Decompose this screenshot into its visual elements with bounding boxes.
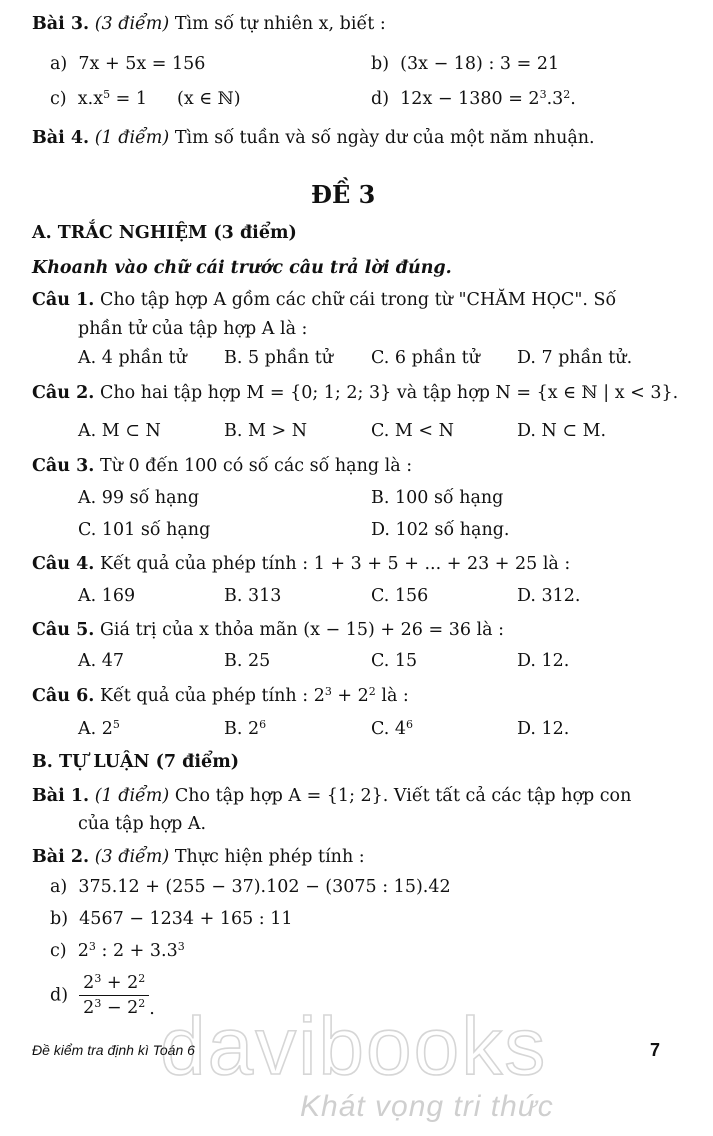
cau2-option-c: C. M < N (371, 421, 454, 441)
cau3-option-a: A. 99 số hạng (78, 488, 200, 508)
cau4-line (32, 553, 570, 575)
bai2-prompt: Thực hiện phép tính : (174, 847, 365, 867)
cau2-label: Câu 2. (32, 383, 95, 403)
cau1-label: Câu 1. (32, 290, 95, 310)
bai2-d-fraction (79, 972, 149, 1019)
bai3-d-label: d) (371, 89, 390, 109)
bai3-d-mid: .3 (546, 89, 564, 109)
watermark-slogan: Khát vọng tri thức (300, 1090, 554, 1123)
cau6-c-base: C. 4 (371, 719, 407, 739)
cau6-a-base: A. 2 (78, 719, 113, 739)
bai2-c-p1: 2 (77, 941, 89, 961)
cau6-option-b (224, 718, 266, 740)
bai3-c-label: c) (50, 89, 67, 109)
bai4-text: Tìm số tuần và số ngày dư của một năm nhuận. (174, 128, 595, 148)
cau6-a-exp: 5 (112, 718, 120, 731)
page-number: 7 (650, 1040, 661, 1060)
bai2-c-p2: : 2 + 3.3 (95, 941, 178, 961)
cau6-b-base: B. 2 (224, 719, 260, 739)
cau1-option-b: B. 5 phần tử (224, 348, 334, 368)
cau2-option-b: B. M > N (224, 421, 308, 441)
bai3-d-end: . (570, 89, 576, 109)
bai3-c-cond-text: (x ∈ ℕ) (177, 89, 241, 109)
cau4-label: Câu 4. (32, 554, 95, 574)
cau1-option-d: D. 7 phần tử. (517, 348, 633, 368)
cau3-option-b: B. 100 số hạng (371, 488, 504, 508)
section-a-instruction: Khoanh vào chữ cái trước câu trả lời đúng. (32, 258, 452, 278)
bai2-b-label: b) (50, 909, 69, 929)
cau5-option-c: C. 15 (371, 651, 418, 671)
cau1-line2: phần tử của tập hợp A là : (78, 319, 308, 339)
bai3-c (50, 88, 147, 110)
section-b-title: B. TỰ LUẬN (7 điểm) (32, 752, 239, 772)
bai3-a-label: a) (50, 54, 68, 74)
bai2-a-label: a) (50, 877, 68, 897)
bai2-d-label: d) (50, 985, 69, 1006)
cau5-option-a: A. 47 (78, 651, 125, 671)
cau2-option-a: A. M ⊂ N (78, 421, 161, 441)
cau6-c-exp: 6 (406, 718, 414, 731)
bai2-d-den-op: − 2 (101, 998, 139, 1018)
bai3-b-text: (3x − 18) : 3 = 21 (400, 54, 560, 74)
bai2-d-num-be: 2 (138, 972, 146, 985)
cau5-option-d: D. 12. (517, 651, 570, 671)
cau5-label: Câu 5. (32, 620, 95, 640)
cau2-option-d: D. N ⊂ M. (517, 421, 607, 441)
bai2-d-den-be: 2 (138, 997, 146, 1010)
bai1-line1 (32, 785, 631, 807)
cau1-line1 (32, 289, 616, 311)
bai2-points: (3 điểm) (94, 847, 170, 867)
bai3-d (371, 88, 576, 110)
cau6-option-a (78, 718, 120, 740)
cau6-text-pre: Kết quả của phép tính : 2 (99, 686, 325, 706)
bai3-prompt: Tìm số tự nhiên x, biết : (174, 14, 386, 34)
cau3-text: Từ 0 đến 100 có số các số hạng là : (99, 456, 413, 476)
watermark-brand: davibooks (160, 1001, 548, 1092)
page-title: ĐỀ 3 (311, 180, 376, 209)
bai2-heading (32, 846, 365, 868)
cau5-option-b: B. 25 (224, 651, 271, 671)
cau6-text-post: là : (375, 686, 409, 706)
bai3-d-exp2: 2 (563, 88, 571, 101)
cau2-text: Cho hai tập hợp M = {0; 1; 2; 3} và tập hợp N = {x ∈ ℕ | x < 3}. (99, 383, 679, 403)
bai2-d-num-op: + 2 (101, 973, 139, 993)
bai2-a (50, 876, 451, 898)
cau1-text1: Cho tập hợp A gồm các chữ cái trong từ "CHĂM HỌC". Số (99, 290, 617, 310)
cau6-line (32, 685, 409, 707)
bai2-d-den-ae: 3 (94, 997, 102, 1010)
cau6-b-exp: 6 (259, 718, 267, 731)
bai2-d-denominator (79, 996, 149, 1019)
cau6-option-d: D. 12. (517, 719, 570, 739)
bai2-d-num-a: 2 (83, 973, 95, 993)
bai3-c-cond (177, 88, 241, 110)
bai1-label: Bài 1. (32, 786, 90, 806)
cau1-option-c: C. 6 phần tử (371, 348, 480, 368)
cau6-exp1: 3 (324, 685, 332, 698)
bai3-c-rest: = 1 (110, 89, 148, 109)
cau6-option-c (371, 718, 413, 740)
bai3-d-exp1: 3 (539, 88, 547, 101)
cau4-option-c: C. 156 (371, 586, 429, 606)
cau4-text: Kết quả của phép tính : 1 + 3 + 5 + ... + 23 + 25 là : (99, 554, 571, 574)
section-a-title: A. TRẮC NGHIỆM (3 điểm) (32, 223, 297, 243)
cau5-text: Giá trị của x thỏa mãn (x − 15) + 26 = 36 là : (99, 620, 505, 640)
bai2-c-e1: 3 (88, 940, 96, 953)
bai2-c (50, 940, 185, 962)
bai4-label: Bài 4. (32, 128, 90, 148)
cau3-label: Câu 3. (32, 456, 95, 476)
bai2-d-num-ae: 3 (94, 972, 102, 985)
bai1-text1: Cho tập hợp A = {1; 2}. Viết tất cả các tập hợp con (174, 786, 632, 806)
cau3-option-d: D. 102 số hạng. (371, 520, 510, 540)
bai4 (32, 127, 595, 149)
bai3-b-label: b) (371, 54, 390, 74)
bai3-c-base: x.x (77, 89, 104, 109)
cau5-line (32, 619, 504, 641)
cau6-exp2: 2 (368, 685, 376, 698)
bai2-b-text: 4567 − 1234 + 165 : 11 (79, 909, 293, 929)
bai2-d-numerator (79, 972, 149, 996)
cau3-line (32, 455, 412, 477)
bai3-a-text: 7x + 5x = 156 (78, 54, 206, 74)
cau6-label: Câu 6. (32, 686, 95, 706)
bai1-points: (1 điểm) (94, 786, 170, 806)
cau4-option-a: A. 169 (78, 586, 136, 606)
bai3-label: Bài 3. (32, 14, 90, 34)
bai2-d (50, 972, 155, 1020)
cau4-option-b: B. 313 (224, 586, 282, 606)
footer-book-title: Đề kiểm tra định kì Toán 6 (32, 1042, 195, 1058)
cau6-text-mid: + 2 (331, 686, 369, 706)
bai2-d-end: . (149, 999, 155, 1019)
cau2-line (32, 382, 678, 404)
bai2-b (50, 908, 293, 930)
bai3-points: (3 điểm) (94, 14, 170, 34)
bai4-points: (1 điểm) (94, 128, 170, 148)
bai2-d-den-a: 2 (83, 998, 95, 1018)
bai2-a-text: 375.12 + (255 − 37).102 − (3075 : 15).42 (78, 877, 451, 897)
bai3-heading (32, 13, 386, 35)
bai3-a (50, 53, 205, 75)
cau1-option-a: A. 4 phần tử (78, 348, 187, 368)
bai3-d-lhs: 12x − 1380 = 2 (400, 89, 540, 109)
bai3-c-exp: 5 (103, 88, 111, 101)
bai2-label: Bài 2. (32, 847, 90, 867)
cau3-option-c: C. 101 số hạng (78, 520, 211, 540)
bai3-b (371, 53, 559, 75)
bai2-c-label: c) (50, 941, 67, 961)
bai2-c-e2: 3 (177, 940, 185, 953)
cau4-option-d: D. 312. (517, 586, 581, 606)
bai1-line2: của tập hợp A. (78, 814, 207, 834)
